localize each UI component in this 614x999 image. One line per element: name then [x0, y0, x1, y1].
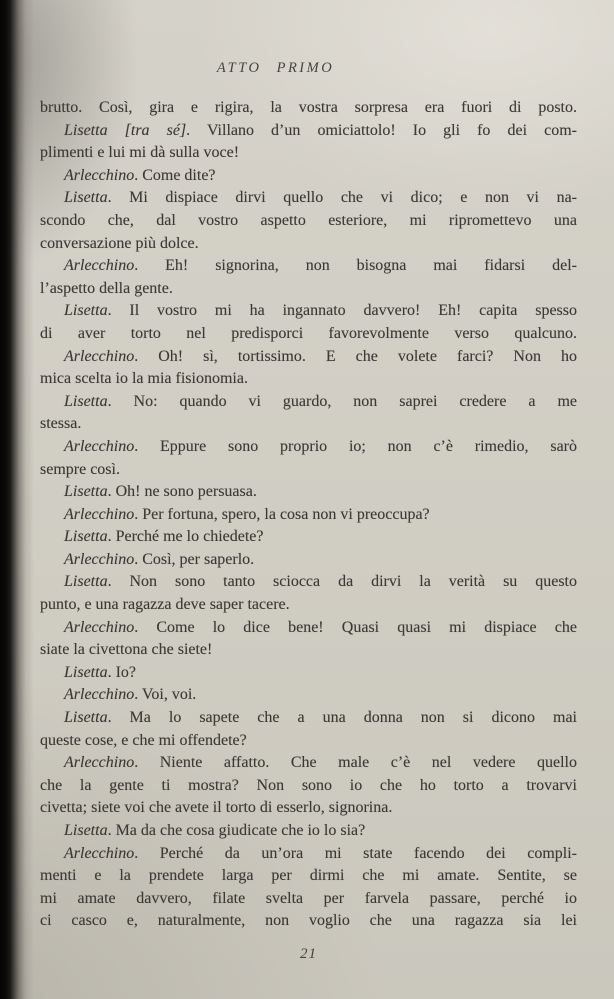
text-line	[40, 775, 577, 798]
text-line	[40, 865, 577, 888]
speaker-name: Lisetta	[64, 663, 108, 681]
text-line	[40, 639, 577, 662]
dialogue-text: conversazione più dolce.	[40, 234, 199, 252]
text-line	[40, 594, 577, 617]
speaker-name: Arlecchino	[64, 437, 135, 455]
speaker-name: Lisetta	[64, 822, 108, 839]
text-line	[40, 300, 577, 323]
speaker-name: Lisetta	[64, 573, 108, 591]
speaker-name: Arlecchino	[64, 686, 135, 704]
dialogue-text: . Ma lo sapete che a una donna non si dicono mai	[107, 709, 577, 727]
text-line	[40, 549, 577, 572]
speaker-name: Lisetta	[64, 528, 108, 546]
text-line	[40, 820, 577, 843]
text-line	[40, 684, 577, 707]
speaker-name: [tra sé]	[124, 121, 187, 139]
speaker-name: Lisetta	[64, 709, 108, 727]
text-line	[40, 120, 577, 143]
dialogue-text: . No: quando vi guardo, non saprei credere a me	[107, 392, 577, 410]
dialogue-text: l’aspetto della gente.	[40, 279, 173, 297]
dialogue-text: . Per fortuna, spero, la cosa non vi preoccupa?	[134, 505, 430, 523]
text-line	[40, 210, 577, 233]
dialogue-text: mica scelta io la mia fisionomia.	[40, 370, 248, 388]
speaker-name: Arlecchino	[64, 754, 135, 772]
text-line	[40, 617, 577, 640]
dialogue-text: queste cose, e che mi offendete?	[40, 731, 247, 749]
running-head: ATTO PRIMO	[216, 60, 335, 76]
dialogue-text: sempre così.	[40, 460, 120, 478]
page-content	[40, 60, 577, 933]
text-line	[40, 142, 577, 165]
speaker-name: Arlecchino	[64, 550, 135, 568]
text-line	[40, 368, 577, 391]
text-line	[40, 255, 577, 278]
speaker-name: Lisetta	[64, 121, 108, 139]
dialogue-text: . Mi dispiace dirvi quello che vi dico; e non vi na-	[107, 189, 577, 207]
page-number: 21	[300, 946, 317, 962]
text-line	[40, 707, 577, 730]
speaker-name: Lisetta	[64, 189, 108, 207]
dialogue-text: . Come lo dice bene! Quasi quasi mi dispiace che	[134, 618, 577, 636]
text-line	[40, 504, 577, 527]
dialogue-text: civetta; siete voi che avete il torto di esserlo, signorina.	[40, 799, 393, 817]
dialogue-text: . Il vostro mi ha ingannato davvero! Eh! capita spesso	[107, 302, 577, 320]
text-line	[40, 910, 577, 933]
text-line	[40, 843, 577, 866]
text-line	[40, 752, 577, 775]
dialogue-text: menti e la prendete larga per dirmi che mi amate. Sentite, se	[40, 867, 577, 885]
dialogue-text: . Così, per saperlo.	[134, 550, 255, 568]
speaker-name: Lisetta	[64, 483, 108, 501]
dialogue-text: . Non sono tanto sciocca da dirvi la verità su questo	[107, 573, 577, 591]
dialogue-text: . Eppure sono proprio io; non c’è rimedio, sarò	[134, 437, 577, 455]
dialogue-text: . Voi, voi.	[134, 686, 197, 704]
text-line	[40, 323, 577, 346]
dialogue-text: . Io?	[107, 663, 136, 681]
text-line	[40, 481, 577, 504]
dialogue-text: plimenti e lui mi dà sulla voce!	[40, 144, 240, 162]
dialogue-text: . Oh! sì, tortissimo. E che volete farci? Non ho	[134, 347, 577, 365]
text-line	[40, 436, 577, 459]
dialogue-text: ci casco e, naturalmente, non voglio che una ragazza sia lei	[40, 912, 577, 930]
dialogue-text: brutto. Così, gira e rigira, la vostra sorpresa era fuori di posto.	[40, 99, 577, 116]
dialogue-text: mi amate davvero, filate svelta per farvela passare, perché io	[40, 889, 577, 907]
dialogue-text: che la gente ti mostra? Non sono io che ho torto a trovarvi	[40, 776, 577, 794]
dialogue-text: . Come dite?	[134, 166, 216, 184]
speaker-name: Arlecchino	[64, 257, 135, 275]
dialogue-text: scondo che, dal vostro aspetto esteriore, mi ripromettevo una	[40, 211, 577, 229]
speaker-name: Lisetta	[64, 392, 108, 410]
dialogue-text: di aver torto nel predisporci favorevolmente verso qualcuno.	[40, 324, 577, 342]
text-line	[40, 730, 577, 753]
dialogue-text	[108, 122, 125, 139]
text-line	[40, 278, 577, 301]
speaker-name: Lisetta	[64, 302, 108, 320]
text-line	[40, 391, 577, 414]
text-block	[40, 97, 577, 933]
speaker-name: Arlecchino	[64, 844, 135, 862]
dialogue-text: . Eh! signorina, non bisogna mai fidarsi del-	[134, 257, 577, 275]
text-line	[40, 413, 577, 436]
dialogue-text: stessa.	[40, 415, 82, 433]
text-line	[40, 459, 577, 482]
binding-edge-shadow	[0, 0, 34, 999]
text-line	[40, 888, 577, 911]
text-line	[40, 187, 577, 210]
text-line	[40, 526, 577, 549]
dialogue-text: punto, e una ragazza deve saper tacere.	[40, 596, 290, 614]
speaker-name: Arlecchino	[64, 618, 135, 636]
dialogue-text: . Oh! ne sono persuasa.	[107, 483, 257, 501]
text-line	[40, 662, 577, 685]
speaker-name: Arlecchino	[64, 347, 135, 365]
text-line	[40, 165, 577, 188]
text-line	[40, 346, 577, 369]
speaker-name: Arlecchino	[64, 166, 135, 184]
speaker-name: Arlecchino	[64, 505, 135, 523]
dialogue-text: . Villano d’un omiciattolo! Io gli fo dei com-	[186, 121, 578, 139]
dialogue-text: . Perché da un’ora mi state facendo dei compli-	[134, 844, 577, 862]
text-line	[40, 233, 577, 256]
text-line	[40, 797, 577, 820]
text-line	[40, 97, 577, 120]
dialogue-text: siate la civettona che siete!	[40, 641, 213, 659]
dialogue-text: . Ma da che cosa giudicate che io lo sia?	[107, 822, 366, 839]
dialogue-text: . Niente affatto. Che male c’è nel vedere quello	[134, 754, 577, 772]
dialogue-text: . Perché me lo chiedete?	[107, 528, 264, 546]
text-line	[40, 571, 577, 594]
